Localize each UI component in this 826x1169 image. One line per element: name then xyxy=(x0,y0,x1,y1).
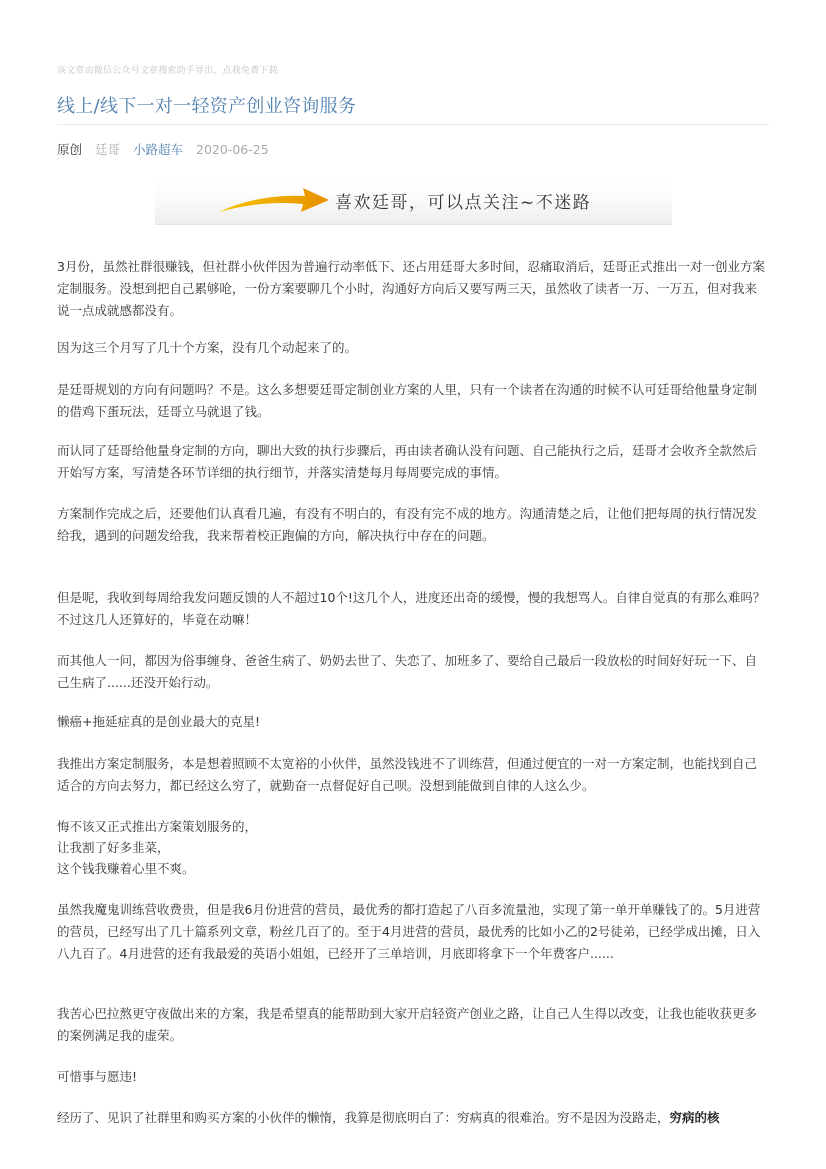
export-notice-link[interactable]: 该文章由微信公众号文章搜索助手导出，点我免费下载 xyxy=(57,66,278,76)
paragraph: 是廷哥规划的方向有问题吗？不是。这么多想要廷哥定制创业方案的人里，只有一个读者在沟通的时候不认可廷哥给他量身定制的借鸡下蛋玩法，廷哥立马就退了钱。 xyxy=(57,382,758,419)
publish-date: 2020-06-25 xyxy=(196,142,269,157)
original-tag: 原创 xyxy=(57,142,83,157)
paragraph: 我苦心巴拉熬更守夜做出来的方案，我是希望真的能帮助到大家开启轻资产创业之路，让自己人生得以改变，让我也能收获更多的案例满足我的虚荣。 xyxy=(57,1006,758,1043)
bold-text: 穷病的核 xyxy=(669,1110,720,1125)
paragraph: 可惜事与愿违! xyxy=(57,1069,138,1084)
paragraph: 这个钱我赚着心里不爽。 xyxy=(57,861,195,876)
title-divider xyxy=(57,124,769,125)
paragraph: 方案制作完成之后，还要他们认真看几遍，有没有不明白的，有没有完不成的地方。沟通清楚之后，让他们把每周的执行情况发给我，遇到的问题发给我，我来帮着校正跑偏的方向，解决执行中存在的问题。 xyxy=(57,506,758,543)
arrow-icon xyxy=(217,182,347,222)
article-title: 线上/线下一对一轻资产创业咨询服务 xyxy=(57,96,357,117)
article-meta xyxy=(57,140,278,158)
follow-banner xyxy=(155,180,672,225)
follow-banner-text: 喜欢廷哥，可以点关注~不迷路 xyxy=(335,193,592,213)
paragraph: 让我割了好多韭菜， xyxy=(57,840,170,855)
paragraph-text: 经历了、见识了社群里和购买方案的小伙伴的懒惰，我算是彻底明白了：穷病真的很难治。穷不是因为没路走， xyxy=(57,1110,670,1125)
account-name-link[interactable]: 小路超车 xyxy=(133,142,184,157)
paragraph: 悔不该又正式推出方案策划服务的， xyxy=(57,819,258,834)
paragraph xyxy=(57,1107,769,1129)
paragraph: 但是呢，我收到每周给我发问题反馈的人不超过10个!这几个人，进度还出奇的缓慢，慢的我想骂人。自律自觉真的有那么难吗？不过这几人还算好的，毕竟在动嘛！ xyxy=(57,590,766,627)
paragraph: 懒癌+拖延症真的是创业最大的克星! xyxy=(57,714,260,729)
paragraph: 而认同了廷哥给他量身定制的方向，聊出大致的执行步骤后，再由读者确认没有问题、自己能执行之后，廷哥才会收齐全款然后开始写方案，写清楚各环节详细的执行细节，并落实清楚每月每周要完成的事情。 xyxy=(57,443,758,480)
paragraph: 而其他人一问，都因为俗事缠身、爸爸生病了、奶奶去世了、失恋了、加班多了、要给自己最后一段放松的时间好好玩一下、自己生病了......还没开始行动。 xyxy=(57,653,758,690)
paragraph: 虽然我魔鬼训练营收费贵，但是我6月份进营的营员，最优秀的都打造起了八百多流量池，实现了第一单开单赚钱了的。5月进营的营员，已经写出了几十篇系列文章，粉丝几百了的。至于4月进营的营员，最优秀的比如小乙的2号徒弟，已经学成出摊，日入八九百了。4月进营的还有我最爱的英语小姐姐，已经开了三单培训，月底即将拿下一个年费客户...... xyxy=(57,902,761,961)
author-name: 廷哥 xyxy=(95,142,121,157)
paragraph: 3月份，虽然社群很赚钱，但社群小伙伴因为普遍行动率低下、还占用廷哥大多时间，忍痛取消后，廷哥正式推出一对一创业方案定制服务。没想到把自己累够呛，一份方案要聊几个小时，沟通好方向后又要写两三天，虽然收了读者一万、一万五，但对我来说一点成就感都没有。 xyxy=(57,259,765,318)
paragraph: 因为这三个月写了几十个方案，没有几个动起来了的。 xyxy=(57,340,358,355)
paragraph: 我推出方案定制服务，本是想着照顾不太宽裕的小伙伴，虽然没钱进不了训练营，但通过便宜的一对一方案定制，也能找到自己适合的方向去努力，都已经这么穷了，就勤奋一点督促好自己呗。没想到能做到自律的人这么少。 xyxy=(57,756,758,793)
